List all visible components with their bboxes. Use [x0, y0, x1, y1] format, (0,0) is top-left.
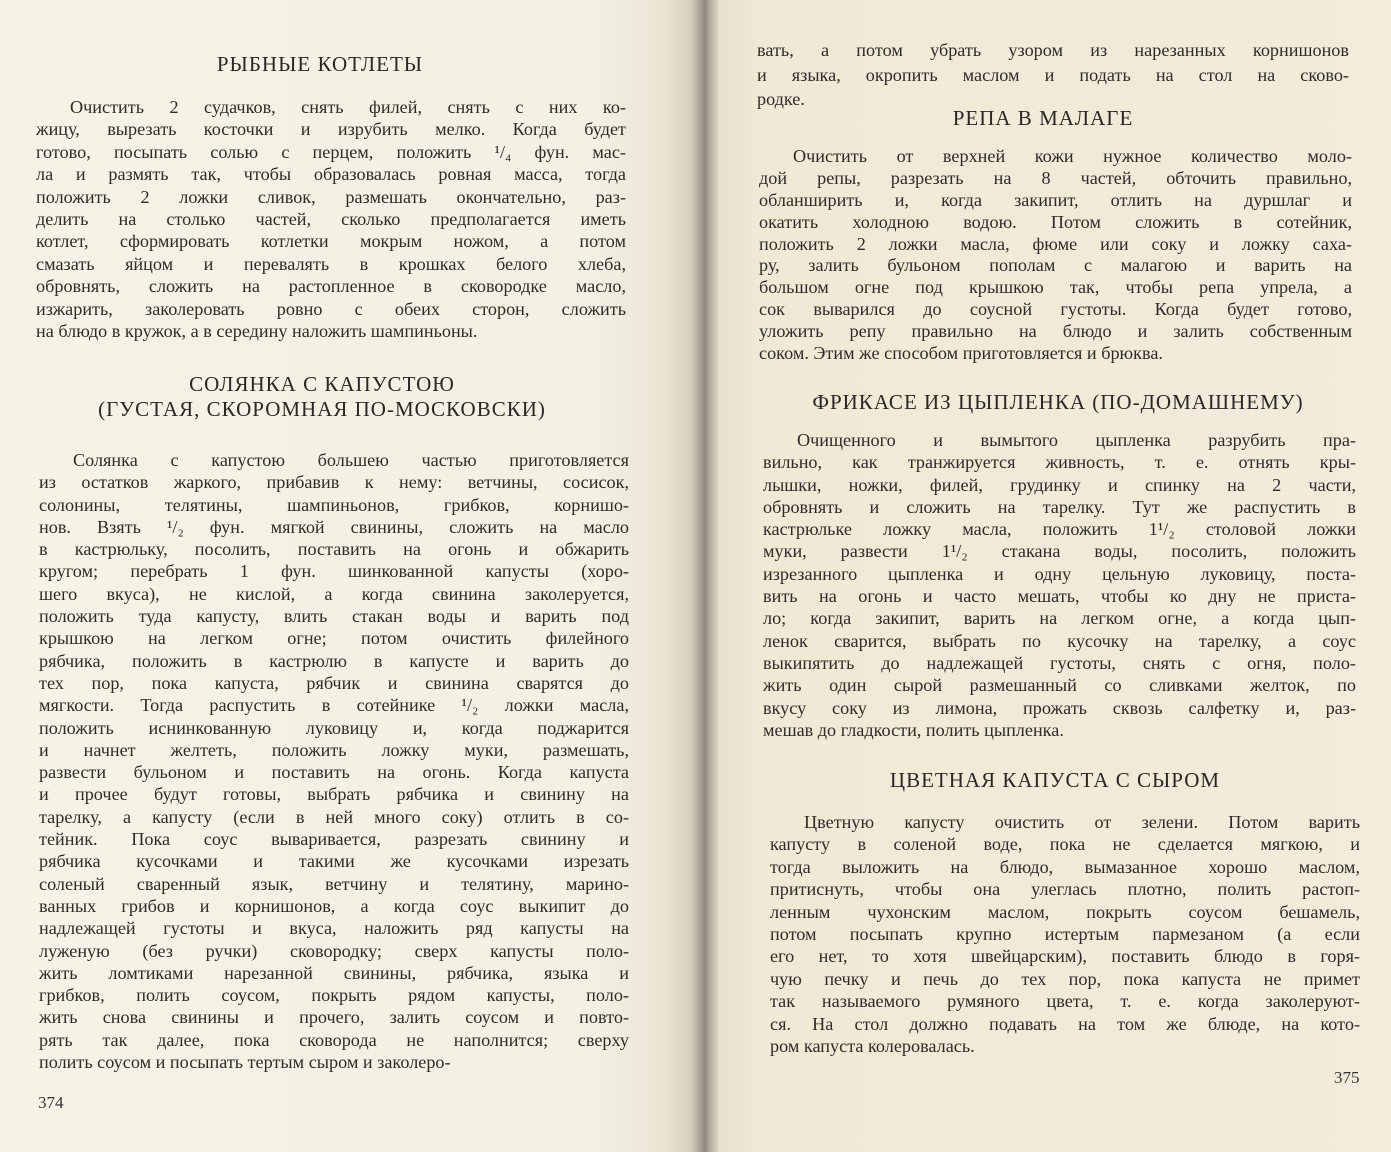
text-line: и начнет желтеть, положить ложку муки, размешать,	[39, 739, 629, 760]
text-line: лышки, ножки, филей, грудинку и спинку на 2 части,	[763, 474, 1356, 495]
text-line: готово, посыпать солью с перцем, положить ¹/₄ фун. мас-	[36, 141, 626, 162]
text-line: соленый сваренный язык, ветчину и телятину, марино-	[39, 873, 629, 894]
recipe-title: РЫБНЫЕ КОТЛЕТЫ	[216, 52, 424, 76]
text-line: крышкою на легком огне; потом очистить филейного	[39, 628, 629, 649]
text-line: в кастрюльку, посолить, поставить на огонь и обжарить	[39, 539, 629, 560]
text-line: Солянка с капустою большею частью приготовляется	[73, 450, 629, 470]
text-line: ленным чухонским маслом, покрыть соусом бешамель,	[770, 901, 1360, 922]
text-line: делить на столько частей, сколько предполагается иметь	[36, 208, 626, 229]
text-line: тогда выложить на блюдо, вымазанное хорошо маслом,	[770, 856, 1360, 877]
text-line: так называемого румяного цвета, т. е. когда заколеруют-	[770, 991, 1360, 1012]
recipe-cauliflower-text	[770, 811, 1360, 1057]
text-line: сок выварился до соусной густоты. Когда будет готово,	[759, 299, 1352, 320]
text-line: Очищенного и вымытого цыпленка разрубить пра-	[797, 430, 1356, 450]
recipe-title: РЕПА В МАЛАГЕ	[952, 106, 1134, 130]
text-line: притиснуть, чтобы она улеглась плотно, полить растоп-	[770, 879, 1360, 900]
text-line: вать, а потом убрать узором из нарезанных корнишонов	[757, 40, 1349, 60]
text-line: кастрюльке ложку масла, положить 1¹/₂ столовой ложки	[763, 519, 1356, 540]
text-line: большом огне под крышкою так, чтобы репа упрела, а	[759, 277, 1352, 298]
text-line: ром капуста колеровалась.	[770, 1035, 975, 1056]
text-line: вкусу соку из лимона, прожать сквозь салфетку и, раз-	[763, 697, 1356, 718]
text-line: Цветную капусту очистить от зелени. Потом варить	[804, 812, 1360, 832]
text-line: и прочее будут готовы, выбрать рябчика и свинину на	[39, 784, 629, 805]
text-line: вильно, как транжируется живность, т. е. отнять кры-	[763, 452, 1356, 473]
text-line: мешав до гладкости, полить цыпленка.	[763, 719, 1064, 740]
text-line: обровнять, сложить на растопленное в сковородке масло,	[36, 276, 626, 297]
text-line: изрезанного цыпленка и одну цельную луковицу, поста-	[763, 563, 1356, 584]
text-line: выкипятить до надлежащей густоты, снять с огня, поло-	[763, 652, 1356, 673]
text-line: полить соусом и посыпать тертым сыром и заколеро-	[39, 1052, 451, 1073]
text-line: обланширить и, когда закипит, отлить на дуршлаг и	[759, 189, 1352, 210]
text-line: потом посыпать крупно истертым пармезаном (а если	[770, 923, 1360, 944]
text-line: родке.	[757, 89, 805, 109]
text-line: тейник. Пока соус вываривается, разрезать свинину и	[39, 829, 629, 850]
text-line: обровнять и сложить на тарелку. Тут же распустить в	[763, 496, 1356, 517]
recipe-title: ФРИКАСЕ ИЗ ЦЫПЛЕНКА (ПО-ДОМАШНЕМУ)	[812, 390, 1304, 414]
text-line: жить снова свинины и прочего, залить соусом и повто-	[39, 1007, 629, 1028]
continuation-text	[757, 38, 1349, 112]
text-line: из остатков жаркого, прибавив к нему: ветчины, сосисок,	[39, 472, 629, 493]
text-line: соком. Этим же способом приготовляется и брюква.	[759, 343, 1163, 364]
text-line: нов. Взять ¹/₂ фун. мягкой свинины, сложить на масло	[39, 516, 629, 537]
text-line: рять так далее, пока сковорода не наполнится; сверху	[39, 1029, 629, 1050]
text-line: смазать яйцом и перевалять в крошках белого хлеба,	[36, 253, 626, 274]
recipe-fricassee-text	[763, 429, 1356, 741]
text-line: ся. На стол должно подавать на том же блюде, на кото-	[770, 1013, 1360, 1034]
recipe-title: ЦВЕТНАЯ КАПУСТА С СЫРОМ	[889, 768, 1221, 792]
text-line: мягкости. Тогда распустить в сотейнике ¹/₂ ложки масла,	[39, 695, 629, 716]
book-gutter	[690, 0, 720, 1152]
page-number-left: 374	[38, 1093, 64, 1112]
text-line: ленок сварится, выбрать по кусочку на тарелку, а соус	[763, 630, 1356, 651]
text-line: ла и размять так, чтобы образовалась ровная масса, тогда	[36, 164, 626, 185]
text-line: капусту в соленой воде, пока не сделается мягкою, и	[770, 834, 1360, 855]
recipe-title: (ГУСТАЯ, СКОРОМНАЯ ПО-МОСКОВСКИ)	[98, 397, 546, 421]
text-line: его нет, то хотя швейцарским), поставить блюдо в горя-	[770, 946, 1360, 967]
text-line: и языка, окропить маслом и подать на стол на сково-	[757, 64, 1349, 85]
text-line: жить один сырой размешанный со сливками желток, по	[763, 675, 1356, 696]
text-line: луженую (без ручки) сковородку; сверх капусты поло-	[39, 940, 629, 961]
text-line: котлет, сформировать котлетки мокрым ножом, а потом	[36, 231, 626, 252]
text-line: Очистить от верхней кожи нужное количество моло-	[793, 146, 1352, 166]
text-line: рябчика кусочками и такими же кусочками изрезать	[39, 851, 629, 872]
recipe-fish-cutlets-text	[36, 96, 626, 342]
text-line: тех пор, пока капуста, рябчик и свинина сварятся до	[39, 672, 629, 693]
page-number-right: 375	[1334, 1068, 1360, 1087]
text-line: чую печку и печь до тех пор, пока капуста не примет	[770, 968, 1360, 989]
text-line: тарелку, а капусту (если в ней много соку) отлить в со-	[39, 806, 629, 827]
text-line: жить ломтиками нарезанной свинины, рябчика, языка и	[39, 962, 629, 983]
text-line: изжарить, заколеровать ровно с обеих сторон, сложить	[36, 298, 626, 319]
text-line: положить 2 ложки масла, фюме или соку и ложку саха-	[759, 233, 1352, 254]
text-line: дой репы, разрезать на 8 частей, обточить правильно,	[759, 167, 1352, 188]
text-line: на блюдо в кружок, а в середину наложить шампиньоны.	[36, 320, 478, 341]
text-line: шего вкуса), не кислой, а когда свинина заколеруется,	[39, 583, 629, 604]
text-line: Очистить 2 судачков, снять филей, снять с них ко-	[70, 97, 626, 117]
text-line: положить туда капусту, влить стакан воды и варить под	[39, 606, 629, 627]
text-line: положить иснинкованную луковицу и, когда поджарится	[39, 717, 629, 738]
text-line: уложить репу правильно на блюдо и залить собственным	[759, 321, 1352, 342]
text-line: развести бульоном и поставить на огонь. Когда капуста	[39, 762, 629, 783]
recipe-solyanka-text	[39, 449, 629, 1073]
text-line: надлежащей густоты и вкуса, наложить ряд капусты на	[39, 918, 629, 939]
text-line: солонины, телятины, шампиньонов, грибков, корнишо-	[39, 494, 629, 515]
text-line: ру, залить бульоном пополам с малагою и варить на	[759, 255, 1352, 276]
text-line: вить на огонь и часто мешать, чтобы ко дну не приста-	[763, 586, 1356, 607]
recipe-turnip-text	[759, 146, 1352, 365]
text-line: жицу, вырезать косточки и изрубить мелко. Когда будет	[36, 119, 626, 140]
text-line: рябчика, положить в кастрюлю в капусте и варить до	[39, 650, 629, 671]
recipe-title: СОЛЯНКА С КАПУСТОЮ	[189, 372, 455, 396]
text-line: ванных грибов и корнишонов, а когда соус выкипит до	[39, 895, 629, 916]
text-line: ло; когда закипит, варить на легком огне, а когда цып-	[763, 608, 1356, 629]
text-line: кругом; перебрать 1 фун. шинкованной капусты (хоро-	[39, 561, 629, 582]
text-line: грибков, полить соусом, покрыть рядом капусты, поло-	[39, 985, 629, 1006]
text-line: муки, развести 1¹/₂ стакана воды, посолить, положить	[763, 541, 1356, 562]
text-line: положить 2 ложки сливок, размешать окончательно, раз-	[36, 186, 626, 207]
text-line: окатить холодною водою. Потом сложить в сотейник,	[759, 211, 1352, 232]
